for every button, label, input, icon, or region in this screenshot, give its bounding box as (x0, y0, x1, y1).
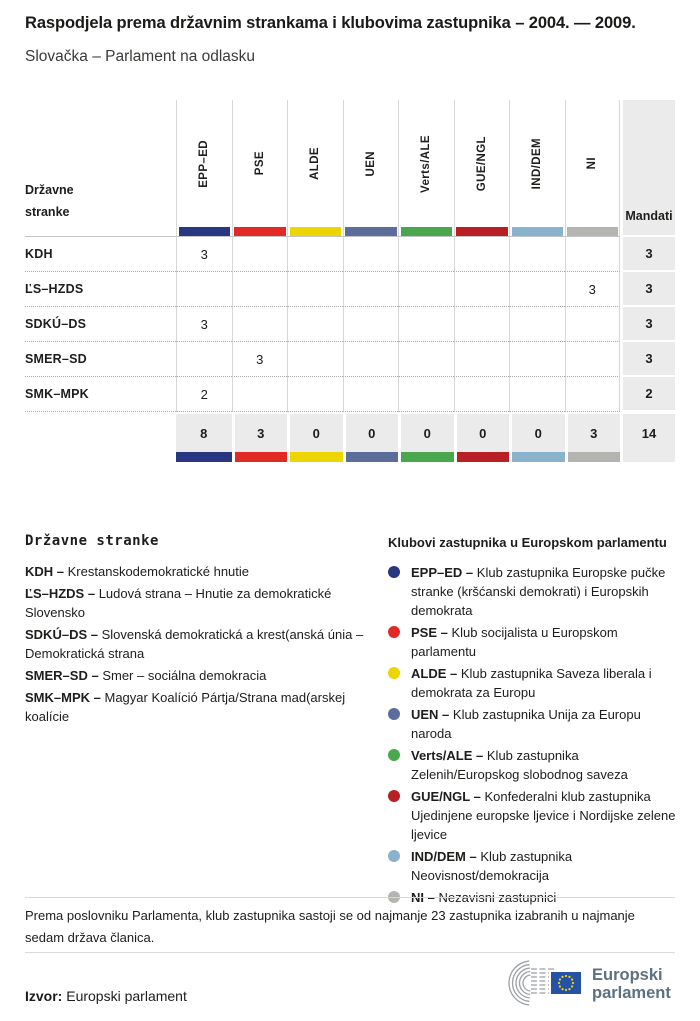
column-header-gue-ngl: GUE/NGL (454, 100, 510, 227)
party-legend-item (25, 688, 375, 726)
mandati-header: Mandati (620, 100, 675, 227)
source-label: Izvor: (25, 988, 63, 1004)
table-row-label: SMK–MPK (25, 377, 176, 412)
group-color-dot-icon (388, 708, 400, 720)
group-color-bar (456, 227, 508, 236)
column-header-epp-ed: EPP–ED (176, 100, 232, 227)
hemicycle-arcs-icon (507, 959, 555, 1007)
group-description: Klub socijalista u Europskom parlamentu (411, 625, 618, 659)
table-cell (454, 272, 510, 307)
group-color-bar (290, 227, 342, 236)
group-code: GUE/NGL – (411, 789, 481, 804)
group-color-bar (235, 452, 288, 462)
group-legend-item (388, 623, 678, 661)
logo-line1: Europski (592, 966, 663, 984)
party-description: Smer – sociálna demokracia (102, 668, 267, 683)
party-description: Slovenská demokratická a krest(anská únia – Demokratická strana (25, 627, 364, 661)
table-cell (398, 377, 454, 412)
table-cell (287, 342, 343, 377)
totals-cell: 0 (454, 414, 510, 452)
table-cell (398, 342, 454, 377)
table-cell (398, 307, 454, 342)
group-color-bar (346, 452, 399, 462)
source-text: Europski parlament (66, 988, 187, 1004)
table-cell: 3 (565, 272, 621, 307)
group-color-dot-icon (388, 566, 400, 578)
party-code: KDH – (25, 564, 65, 579)
group-color-bar (512, 227, 564, 236)
group-color-bar (401, 227, 453, 236)
table-cell (398, 237, 454, 272)
group-color-bar (401, 452, 454, 462)
table-cell (343, 342, 399, 377)
table-cell (232, 272, 288, 307)
group-color-bar (457, 452, 510, 462)
table-cell (176, 272, 232, 307)
party-legend-item (25, 625, 375, 663)
table-row-label: ĽS–HZDS (25, 272, 176, 307)
table-cell (343, 307, 399, 342)
party-description: Magyar Koalíció Pártja/Strana mad(arskej koalície (25, 690, 346, 724)
group-color-bar (345, 227, 397, 236)
group-legend-item (388, 664, 678, 702)
legend-left-title: Državne stranke (25, 533, 159, 549)
table-cell (232, 237, 288, 272)
group-color-bar (176, 452, 232, 462)
table-cell (509, 272, 565, 307)
group-description: Klub zastupnika Neovisnost/demokracija (411, 849, 573, 883)
table-cell (509, 237, 565, 272)
table-cell (343, 237, 399, 272)
table-cell (454, 237, 510, 272)
table-cell (232, 307, 288, 342)
group-description: Klub zastupnika Europske pučke stranke (kršćanski demokrati) i Europskih demokrata (411, 565, 666, 618)
footnote: Prema poslovniku Parlamenta, klub zastupnika sastoji se od najmanje 23 zastupnika izabranih u najmanje sedam država članica. (25, 908, 635, 945)
column-header-verts-ale: Verts/ALE (398, 100, 454, 227)
group-code: ALDE – (411, 666, 458, 681)
group-color-dot-icon (388, 790, 400, 802)
corner-label-cell (25, 100, 176, 227)
table-cell (565, 237, 621, 272)
column-header-pse: PSE (232, 100, 288, 227)
mandati-cell: 3 (620, 307, 675, 342)
page-subtitle: Slovačka – Parlament na odlasku (25, 48, 256, 65)
divider (25, 952, 675, 953)
table-cell (287, 307, 343, 342)
totals-cell: 8 (176, 414, 232, 452)
party-legend-item (25, 666, 375, 685)
source-line (25, 988, 187, 1004)
group-color-dot-icon (388, 667, 400, 679)
table-cell (176, 342, 232, 377)
table-cell: 3 (232, 342, 288, 377)
mandati-cell: 3 (620, 342, 675, 377)
table-cell: 3 (176, 307, 232, 342)
corner-label: Državne stranke (25, 183, 74, 219)
eu-flag-icon (549, 970, 583, 996)
table-cell (287, 237, 343, 272)
table-cell (509, 342, 565, 377)
table-cell (565, 377, 621, 412)
group-description: Konfederalni klub zastupnika Ujedinjene europske ljevice i Nordijske zelene ljevice (411, 789, 676, 842)
totals-cell: 3 (565, 414, 621, 452)
party-code: SMK–MPK – (25, 690, 101, 705)
table-cell (287, 377, 343, 412)
table-cell (343, 377, 399, 412)
table-cell (398, 272, 454, 307)
table-row-label: SMER–SD (25, 342, 176, 377)
logo-text (592, 966, 671, 1002)
table-cell (565, 342, 621, 377)
totals-cell: 0 (343, 414, 399, 452)
group-color-dot-icon (388, 850, 400, 862)
totals-cell: 0 (398, 414, 454, 452)
table-row-label: SDKÚ–DS (25, 307, 176, 342)
table-cell (565, 307, 621, 342)
header-underline (25, 227, 176, 237)
table-cell (454, 342, 510, 377)
mandati-cell: 3 (620, 272, 675, 307)
totals-cell: 0 (287, 414, 343, 452)
table-cell (232, 377, 288, 412)
group-code: IND/DEM – (411, 849, 477, 864)
table-cell (287, 272, 343, 307)
group-legend-item (388, 787, 678, 844)
group-legend-item (388, 563, 678, 620)
party-description: Ludová strana – Hnutie za demokratické Slovensko (25, 586, 332, 620)
table-cell (509, 377, 565, 412)
table-cell (454, 307, 510, 342)
group-description: Klub zastupnika Unija za Europu naroda (411, 707, 641, 741)
divider (25, 897, 675, 898)
group-code: NI – (411, 890, 435, 905)
totals-label-cell (25, 414, 176, 452)
party-code: SDKÚ–DS – (25, 627, 98, 642)
column-header-ind-dem: IND/DEM (509, 100, 565, 227)
table-cell (509, 307, 565, 342)
party-description: Krestanskodemokratické hnutie (67, 564, 250, 579)
group-code: PSE – (411, 625, 448, 640)
european-parliament-logo (500, 958, 680, 1010)
group-description: Nezavisni zastupnici (438, 890, 557, 905)
group-color-bar (179, 227, 231, 236)
group-code: UEN – (411, 707, 450, 722)
group-legend-item (388, 746, 678, 784)
column-header-uen: UEN (343, 100, 399, 227)
column-header-alde: ALDE (287, 100, 343, 227)
national-parties-legend (25, 533, 375, 729)
group-legend-item (388, 705, 678, 743)
political-groups-legend (388, 535, 678, 910)
group-description: Klub zastupnika Zelenih/Europskog slobodnog saveza (411, 748, 628, 782)
group-code: Verts/ALE – (411, 748, 484, 763)
legend-right-title: Klubovi zastupnika u Europskom parlamentu (388, 535, 667, 550)
group-description: Klub zastupnika Saveza liberala i demokrata za Europu (411, 666, 652, 700)
table-cell (343, 272, 399, 307)
group-color-bar (567, 227, 618, 236)
table-cell (454, 377, 510, 412)
mandati-cell: 3 (620, 237, 675, 272)
column-header-ni: NI (565, 100, 621, 227)
party-code: SMER–SD – (25, 668, 99, 683)
logo-line2: parlament (592, 984, 671, 1002)
totals-cell: 3 (232, 414, 288, 452)
group-code: EPP–ED – (411, 565, 474, 580)
group-color-bar (568, 452, 621, 462)
table-cell: 3 (176, 237, 232, 272)
table-cell: 2 (176, 377, 232, 412)
party-legend-item (25, 584, 375, 622)
page-title: Raspodjela prema državnim strankama i klubovima zastupnika – 2004. — 2009. (25, 14, 636, 32)
totals-mandati-cell: 14 (620, 414, 675, 452)
group-color-bar (512, 452, 565, 462)
totals-cell: 0 (509, 414, 565, 452)
group-color-bar (234, 227, 286, 236)
group-legend-item (388, 847, 678, 885)
mandati-cell: 2 (620, 377, 675, 412)
seats-table (25, 100, 675, 462)
party-legend-item (25, 562, 375, 581)
table-row-label: KDH (25, 237, 176, 272)
group-color-bar (290, 452, 343, 462)
party-code: ĽS–HZDS – (25, 586, 96, 601)
group-color-dot-icon (388, 626, 400, 638)
group-color-dot-icon (388, 749, 400, 761)
